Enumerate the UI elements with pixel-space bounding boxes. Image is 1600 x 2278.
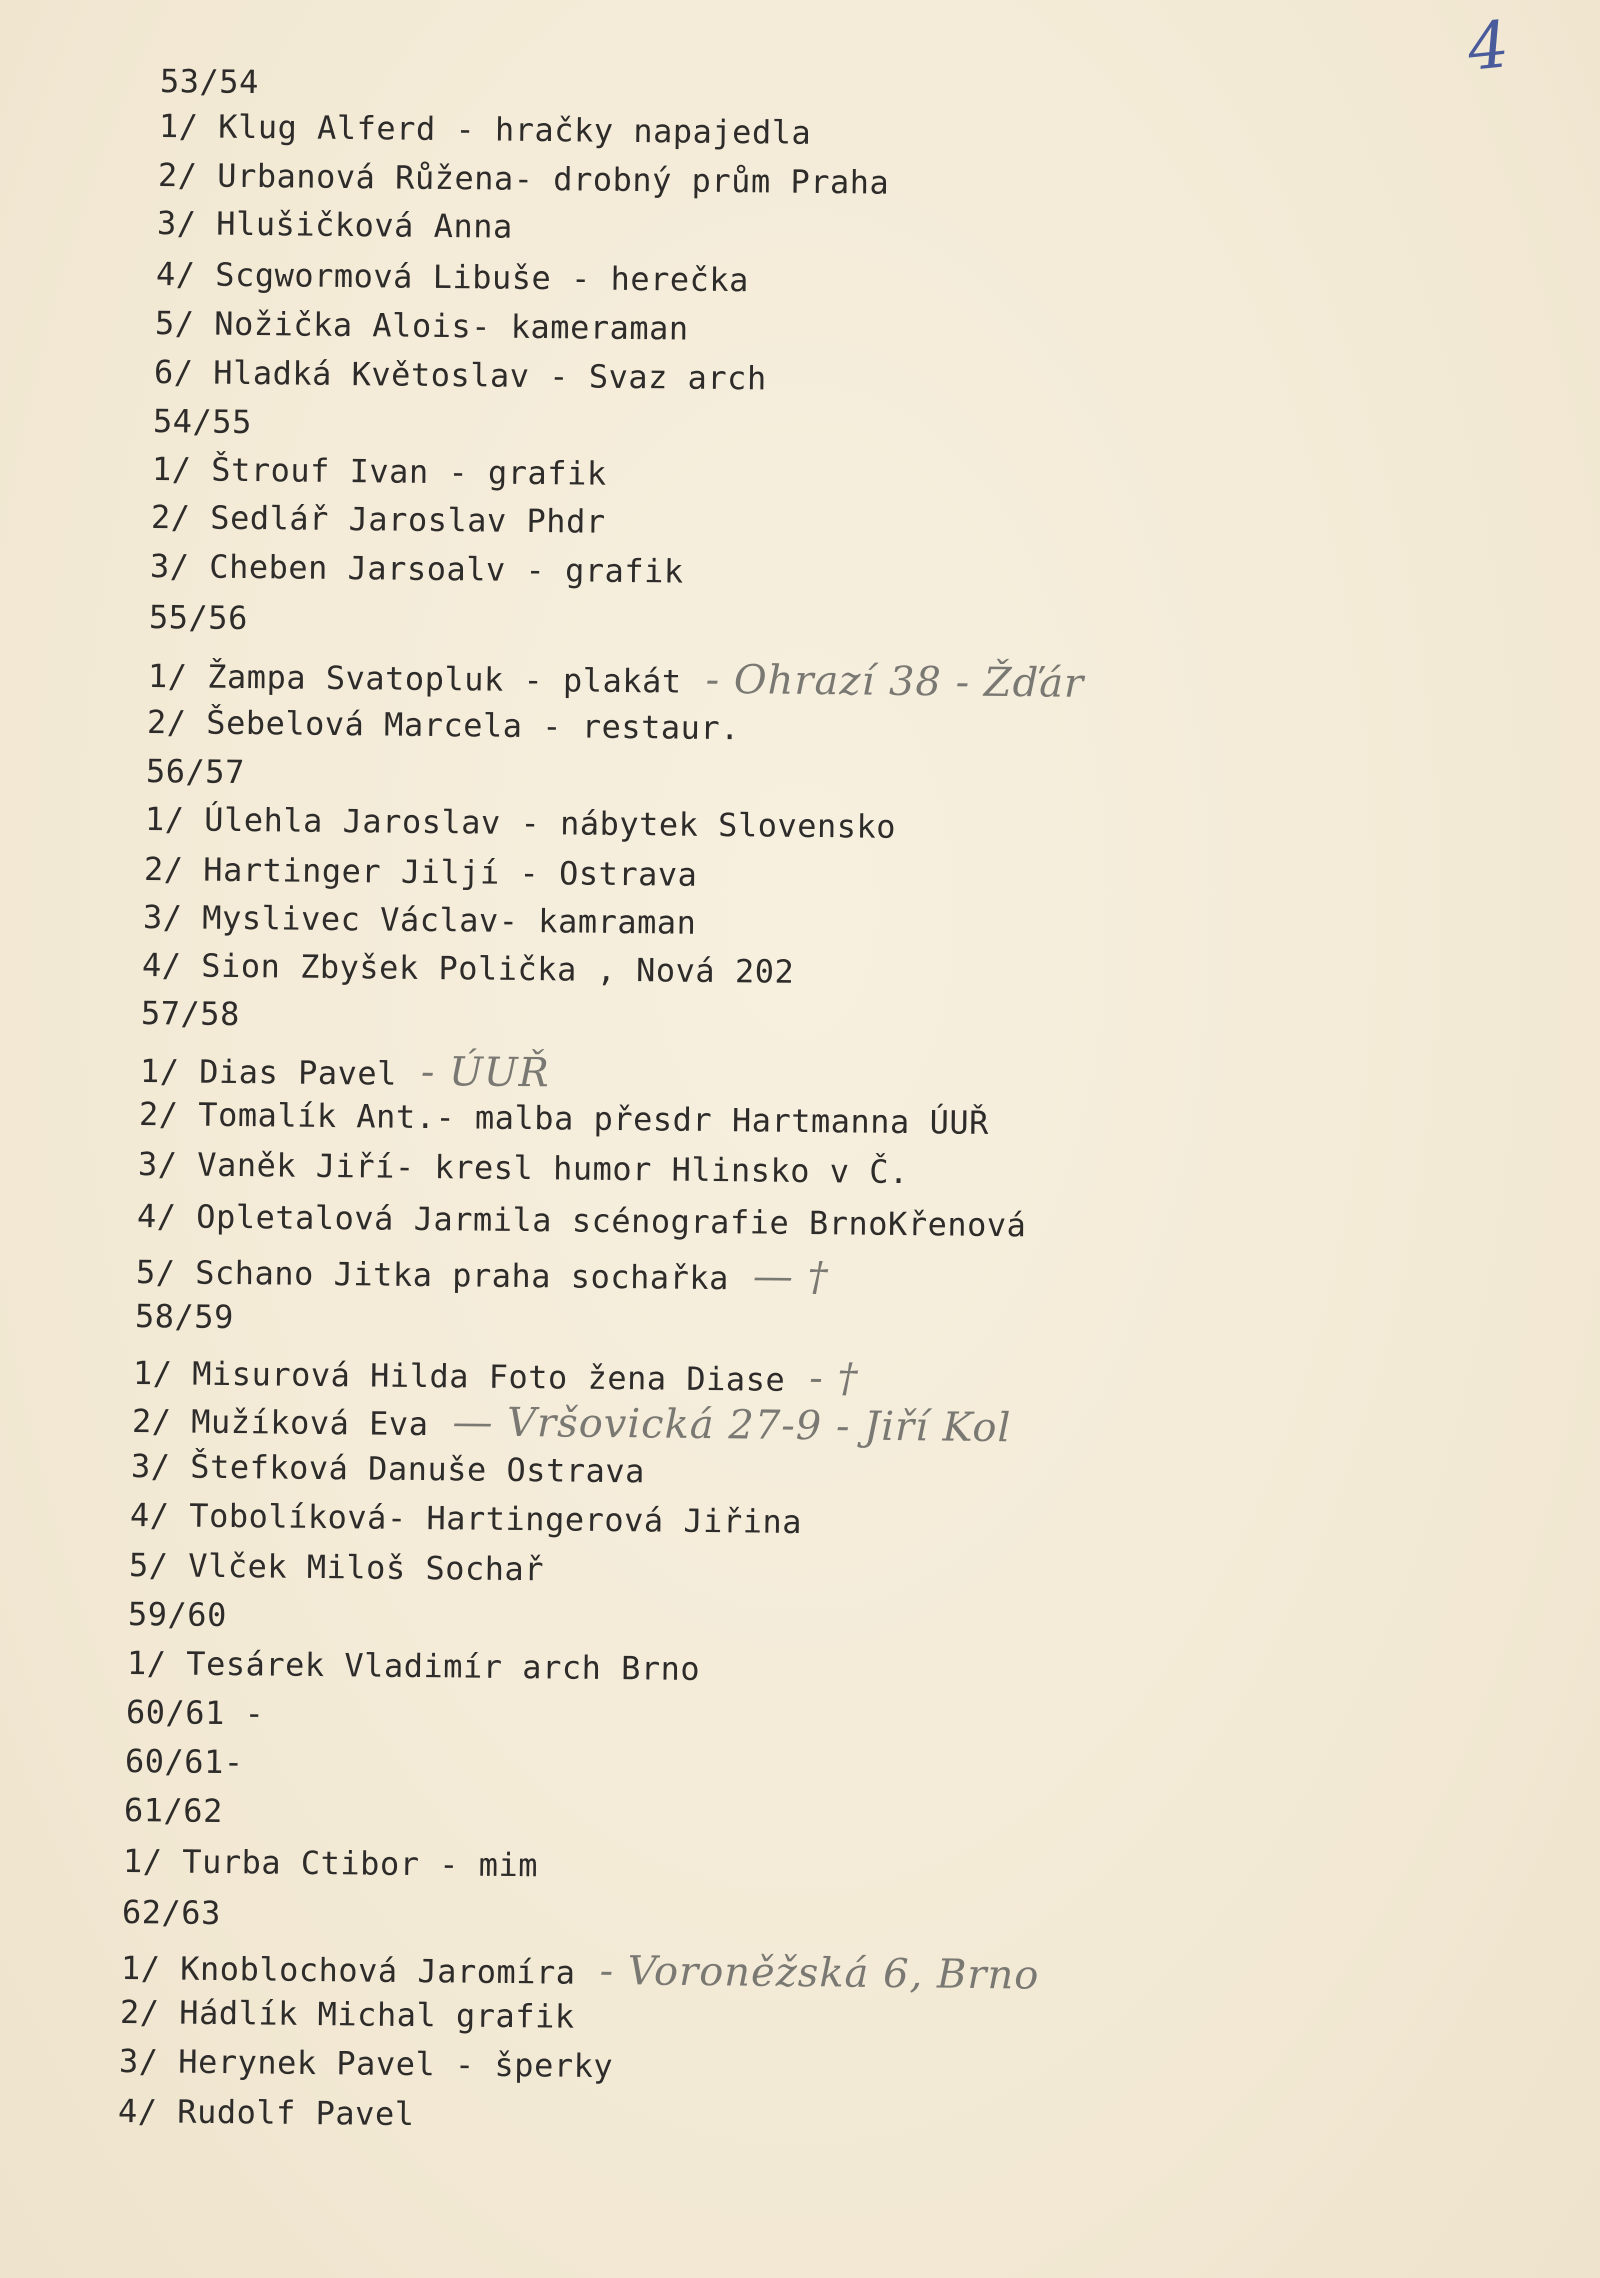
- list-line: [118, 2092, 415, 2133]
- list-line: [158, 156, 890, 202]
- list-line: [135, 1297, 234, 1336]
- typed-text: 2/ Hartinger Jiljí - Ostrava: [143, 850, 698, 894]
- list-line: [123, 1842, 538, 1884]
- handwritten-note: - ÚUŘ: [420, 1048, 550, 1097]
- typed-text: 5/ Nožička Alois- kameraman: [154, 304, 689, 348]
- list-line: [151, 498, 606, 541]
- list-line: [125, 1742, 244, 1781]
- typed-text: 61/62: [123, 1791, 224, 1831]
- typed-text: 1/ Dias Pavel: [139, 1052, 398, 1093]
- handwritten-note: — Vršovická 27-9 - Jiří Kol: [452, 1399, 1012, 1452]
- typed-text: 3/ Herynek Pavel - šperky: [118, 2042, 614, 2086]
- list-line: [140, 1046, 550, 1096]
- list-line: [145, 800, 896, 846]
- typed-text: 53/54: [159, 62, 260, 102]
- list-line: [133, 1348, 859, 1402]
- typed-text: 56/57: [145, 752, 246, 792]
- list-line: [159, 107, 812, 152]
- list-line: [119, 2042, 614, 2085]
- typed-text: 1/ Klug Alferd - hračky napajedla: [158, 107, 812, 152]
- list-line: [127, 1644, 701, 1688]
- typed-text: 1/ Tesárek Vladimír arch Brno: [126, 1644, 701, 1689]
- list-line: [126, 1693, 265, 1732]
- list-line: [150, 547, 684, 591]
- typed-text: 62/63: [121, 1893, 222, 1933]
- list-line: [130, 1496, 802, 1541]
- typed-text: 3/ Cheben Jarsoalv - grafik: [149, 547, 684, 591]
- list-line: [149, 598, 248, 637]
- typed-text: 3/ Hlušičková Anna: [156, 204, 513, 246]
- list-line: [128, 1595, 227, 1634]
- handwritten-note: - Ohrazí 38 - Žďár: [705, 656, 1085, 707]
- typed-text: 5/ Schano Jitka praha sochařka: [135, 1253, 730, 1298]
- handwritten-note: - †: [808, 1355, 859, 1402]
- typed-text: 59/60: [127, 1595, 228, 1635]
- typed-text: 55/56: [148, 598, 249, 638]
- typed-text: 2/ Tomalík Ant.- malba přesdr Hartmanna ÚUŘ: [138, 1095, 990, 1142]
- list-line: [138, 1145, 909, 1191]
- typed-text: 58/59: [134, 1297, 235, 1337]
- typed-text: 1/ Knoblochová Jaromíra: [120, 1949, 576, 1992]
- list-line: [160, 62, 259, 101]
- page-number: 4: [1464, 8, 1513, 86]
- typed-text: 4/ Rudolf Pavel: [117, 2092, 415, 2134]
- list-line: [144, 850, 698, 894]
- typed-text: 5/ Vlček Miloš Sochař: [128, 1546, 545, 1589]
- typed-text: 1/ Žampa Svatopluk - plakát: [147, 657, 682, 701]
- list-line: [146, 752, 245, 791]
- list-line: [131, 1447, 645, 1490]
- list-line: [120, 1993, 575, 2036]
- typed-text: 4/ Sion Zbyšek Polička , Nová 202: [141, 946, 795, 991]
- list-line: [129, 1546, 544, 1588]
- list-line: [153, 402, 252, 441]
- typed-text: 4/ Tobolíková- Hartingerová Jiřina: [129, 1496, 803, 1542]
- typed-text: 60/61 -: [125, 1693, 265, 1733]
- typed-text: 2/ Sedlář Jaroslav Phdr: [150, 498, 606, 541]
- list-line: [154, 353, 767, 397]
- typed-text: 3/ Vaněk Jiří- kresl humor Hlinsko v Č.: [137, 1145, 910, 1192]
- typed-text: 57/58: [140, 994, 241, 1034]
- handwritten-note: — †: [752, 1253, 829, 1301]
- list-line: [122, 1893, 221, 1932]
- list-line: [152, 450, 607, 493]
- typed-text: 1/ Misurová Hilda Foto žena Diase: [132, 1354, 786, 1399]
- typed-text: 1/ Úlehla Jaroslav - nábytek Slovensko: [144, 800, 897, 846]
- typed-text: 4/ Opletalová Jarmila scénografie BrnoKřenová: [136, 1197, 1027, 1245]
- list-line: [121, 1943, 1040, 1999]
- list-line: [147, 703, 740, 747]
- typed-text: 2/ Urbanová Růžena- drobný prům Praha: [157, 156, 890, 202]
- typed-text: 6/ Hladká Květoslav - Svaz arch: [153, 353, 767, 398]
- handwritten-note: - Voroněžská 6, Brno: [599, 1948, 1040, 1999]
- list-line: [157, 204, 513, 246]
- list-line: [142, 946, 795, 991]
- list-line: [139, 1095, 989, 1142]
- typed-text: 4/ Scgwormová Libuše - herečka: [155, 255, 750, 300]
- list-line: [136, 1247, 829, 1300]
- typed-text: 3/ Myslivec Václav- kamraman: [142, 898, 697, 942]
- list-line: [124, 1791, 223, 1830]
- typed-text: 60/61-: [124, 1742, 244, 1782]
- list-line: [148, 651, 1085, 707]
- list-line: [143, 898, 697, 942]
- typed-text: 2/ Mužíková Eva: [131, 1402, 429, 1444]
- typed-text: 1/ Turba Ctibor - mim: [122, 1842, 539, 1885]
- typed-text: 54/55: [152, 402, 253, 442]
- typed-text: 2/ Hádlík Michal grafik: [119, 1993, 575, 2036]
- list-line: [156, 255, 749, 299]
- list-line: [155, 304, 689, 348]
- list-line: [132, 1396, 1012, 1451]
- typed-text: 3/ Štefková Danuše Ostrava: [130, 1447, 646, 1491]
- typed-text: 2/ Šebelová Marcela - restaur.: [146, 703, 741, 748]
- list-line: [141, 994, 240, 1033]
- list-line: [137, 1197, 1027, 1244]
- typed-text: 1/ Štrouf Ivan - grafik: [151, 450, 607, 493]
